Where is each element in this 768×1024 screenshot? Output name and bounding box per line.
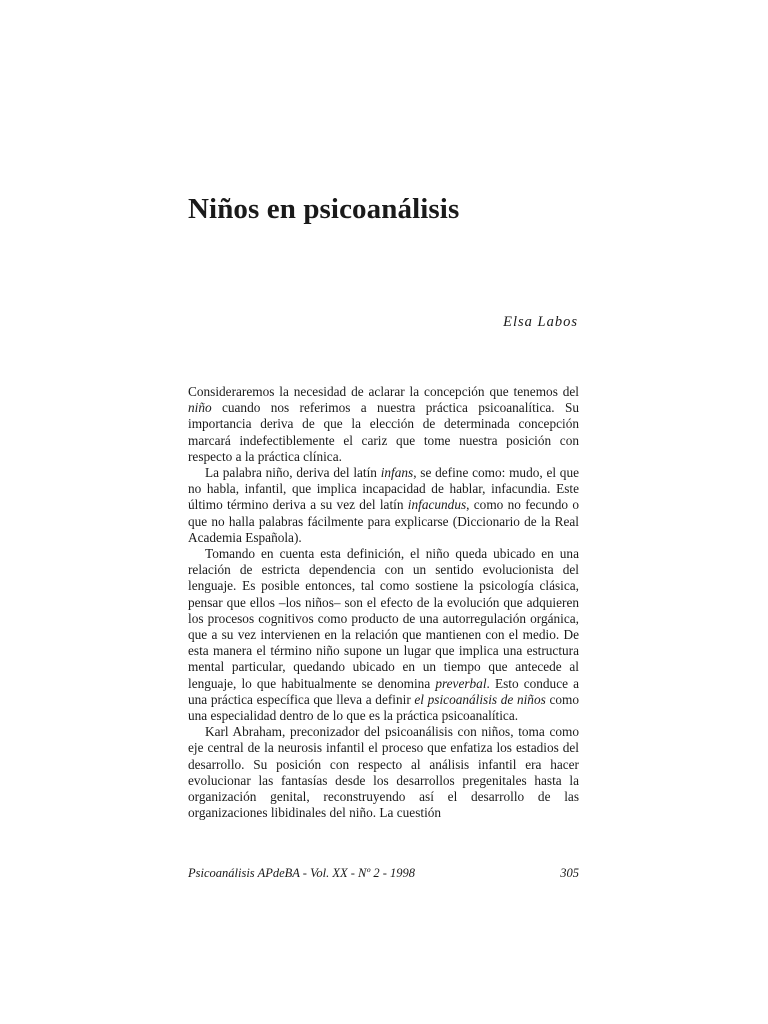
article-title: Niños en psicoanálisis (188, 193, 460, 225)
page-footer (188, 866, 579, 881)
paragraph-3 (188, 546, 579, 724)
paragraph-text: , se define como: mudo, el que no habla, infantil, que implica incapacidad de hablar, infacundia. Este último término deriva a su vez del latín (188, 465, 579, 513)
emphasis-text: el psicoanálisis de niños (414, 691, 546, 707)
emphasis-text: niño (188, 400, 212, 416)
paragraph-text: . Esto conduce a una práctica específica que lleva a definir (188, 675, 579, 707)
paragraph-text: La palabra niño, deriva del latín (205, 465, 381, 481)
paragraph-2 (188, 465, 579, 546)
paragraph-text: , como no fecundo o que no halla palabras fácilmente para explicarse (Diccionario de la Real Academia Española). (188, 497, 580, 545)
page-number: 305 (560, 866, 579, 880)
paragraph-1 (188, 384, 579, 465)
emphasis-text: preverbal (435, 675, 487, 691)
emphasis-text: infans (380, 465, 414, 481)
paragraph-4 (188, 724, 579, 821)
paragraph-text: Consideraremos la necesidad de aclarar la concepción que tenemos del (188, 384, 579, 399)
article-author: Elsa Labos (503, 314, 578, 330)
paragraph-text: Tomando en cuenta esta definición, el niño queda ubicado en una relación de estricta dependencia con un sentido evolucionista del lenguaje. Es posible entonces, tal como sostiene la psicología clásica, pensar que ellos –los niños– son el efecto de la evolución que adquieren los procesos cognitivos como producto de una autorregulación orgánica, que a su vez intervienen en la relación que mantienen con el medio. De esta manera el término niño supone un lugar que implica una estructura mental particular, quedando ubicado en un tiempo que antecede al lenguaje, lo que habitualmente se denomina (188, 546, 579, 691)
journal-citation: Psicoanálisis APdeBA - Vol. XX - Nº 2 - 1998 (188, 866, 416, 880)
paragraph-text: como una especialidad dentro de lo que es la práctica psicoanalítica. (188, 691, 579, 724)
article-body (188, 384, 579, 821)
paragraph-text: Karl Abraham, preconizador del psicoanálisis con niños, toma como eje central de la neurosis infantil el proceso que enfatiza los estadios del desarrollo. Su posición con respecto al análisis infantil era hacer evolucionar las fantasías desde los desarrollos pregenitales hasta la organización genital, reconstruyendo así el desarrollo de las organizaciones libidinales del niño. La cuestión (188, 724, 579, 821)
paragraph-text: cuando nos referimos a nuestra práctica psicoanalítica. Su importancia deriva de que la elección de determinada concepción marcará indefectiblemente el cariz que tome nuestra posición con respecto a la práctica clínica. (188, 400, 579, 464)
emphasis-text: infacundus (407, 497, 467, 513)
